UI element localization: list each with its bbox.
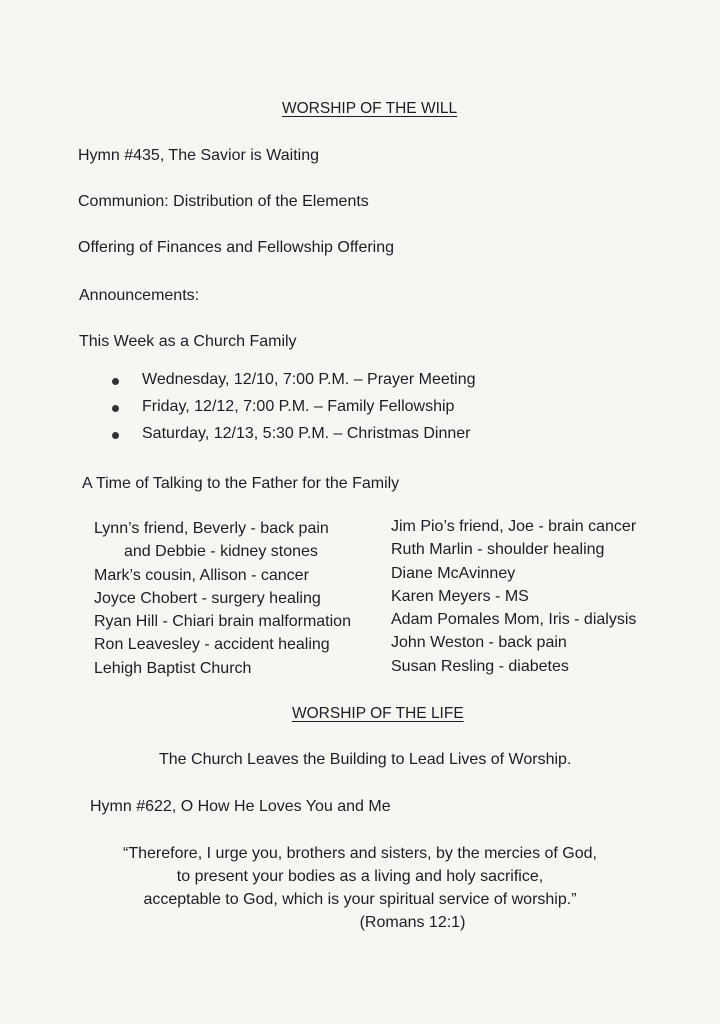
prayer-item: Adam Pomales Mom, Iris - dialysis (391, 611, 637, 629)
event-item (110, 422, 476, 449)
prayer-item: Lynn’s friend, Beverly - back pain (94, 520, 329, 537)
prayer-item: Jim Pio’s friend, Joe - brain cancer (391, 518, 637, 535)
closing-hymn: Hymn #622, O How He Loves You and Me (90, 798, 391, 815)
prayer-item: Ruth Marlin - shoulder healing (391, 541, 605, 559)
bullet-icon (112, 432, 119, 439)
church-statement: The Church Leaves the Building to Lead Lives of Worship. (159, 751, 572, 768)
prayer-heading: A Time of Talking to the Father for the Family (82, 475, 400, 492)
announcements-label: Announcements: (79, 287, 200, 304)
prayer-list-right (391, 516, 636, 679)
verse-reference: (Romans 12:1) (359, 914, 466, 931)
event-item (110, 368, 476, 395)
event-list (110, 368, 476, 449)
prayer-item: Susan Resling - diabetes (391, 657, 569, 675)
bullet-icon (112, 405, 119, 412)
bullet-icon (112, 378, 119, 385)
verse-line: to present your bodies as a living and holy sacrifice, (176, 868, 544, 885)
prayer-list-left (94, 518, 351, 681)
this-week-heading: This Week as a Church Family (79, 333, 297, 350)
worship-of-the-life-heading: WORSHIP OF THE LIFE (292, 705, 464, 722)
verse-line: acceptable to God, which is your spiritual service of worship.” (143, 891, 577, 908)
prayer-item: John Weston - back pain (391, 634, 567, 652)
prayer-item: Lehigh Baptist Church (94, 659, 252, 677)
prayer-item: and Debbie - kidney stones (124, 543, 318, 561)
prayer-item: Joyce Chobert - surgery healing (94, 589, 321, 607)
prayer-item: Diane McAvinney (391, 564, 516, 582)
event-text: Friday, 12/12, 7:00 P.M. – Family Fellowship (142, 398, 455, 415)
offering-line: Offering of Finances and Fellowship Offering (78, 239, 395, 256)
scripture-verse (0, 842, 720, 934)
prayer-item: Ron Leavesley - accident healing (94, 636, 330, 654)
worship-of-the-will-heading: WORSHIP OF THE WILL (282, 100, 458, 117)
prayer-item: Ryan Hill - Chiari brain malformation (94, 613, 351, 631)
communion-line: Communion: Distribution of the Elements (78, 193, 369, 210)
event-item (110, 395, 476, 422)
event-text: Saturday, 12/13, 5:30 P.M. – Christmas Dinner (142, 425, 471, 442)
prayer-item: Karen Meyers - MS (391, 587, 529, 605)
opening-hymn: Hymn #435, The Savior is Waiting (78, 147, 319, 164)
prayer-item: Mark’s cousin, Allison - cancer (94, 566, 309, 584)
verse-line: “Therefore, I urge you, brothers and sisters, by the mercies of God, (123, 845, 597, 862)
event-text: Wednesday, 12/10, 7:00 P.M. – Prayer Meeting (142, 371, 476, 388)
